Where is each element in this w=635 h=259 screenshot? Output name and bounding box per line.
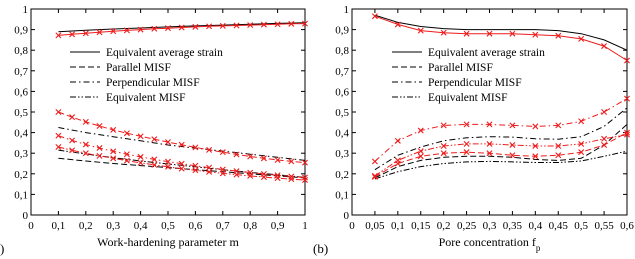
- y-tick-label: 0: [343, 210, 349, 222]
- data-point-marker: [395, 158, 400, 163]
- x-tick-label: 0,8: [243, 220, 258, 232]
- x-tick-label: 0,2: [436, 220, 451, 232]
- y-tick-label: 0,9: [14, 24, 28, 37]
- x-tick-label: 0,6: [620, 220, 634, 232]
- chart-panel-2: [313, 4, 634, 256]
- series-line-parallel-misf: [375, 124, 627, 177]
- legend-label: Parallel MISF: [106, 62, 171, 74]
- y-tick-label: 1: [343, 4, 349, 16]
- y-tick-label: 0,1: [335, 189, 349, 202]
- series-line-equivalent-misf: [375, 151, 627, 179]
- data-point-marker: [56, 109, 61, 114]
- x-tick-label: 0,7: [215, 220, 230, 232]
- y-tick-label: 0,5: [335, 107, 349, 119]
- panel-label: (b): [313, 241, 329, 256]
- y-tick-label: 0,5: [14, 107, 28, 119]
- legend-label: Equivalent average strain: [106, 47, 223, 59]
- legend-label: Parallel MISF: [428, 62, 493, 74]
- y-tick-label: 0,3: [14, 148, 28, 161]
- x-axis-label: Pore concentration $f_p$: [438, 235, 541, 253]
- y-tick-label: 0,8: [335, 45, 349, 58]
- x-tick-label: 0,4: [528, 220, 543, 232]
- x-tick-label: 0,2: [78, 220, 93, 232]
- series-line-7: [375, 99, 627, 162]
- x-tick-label: 0,5: [161, 220, 175, 232]
- data-point-marker: [601, 136, 606, 141]
- x-tick-label: 0,25: [456, 220, 477, 232]
- data-point-marker: [70, 115, 75, 120]
- legend-label: Equivalent MISF: [106, 92, 186, 104]
- y-tick-label: 0,1: [14, 189, 28, 202]
- data-point-marker: [533, 124, 538, 129]
- legend-label: Perpendicular MISF: [428, 77, 522, 89]
- x-tick-label: 0,35: [502, 220, 523, 232]
- y-tick-label: 0,2: [14, 168, 28, 181]
- y-tick-label: 0,7: [335, 65, 349, 78]
- series-line-perpendicular-misf: [375, 108, 627, 170]
- panel-label: ): [0, 241, 5, 256]
- x-tick-label: 0,3: [106, 220, 121, 232]
- x-tick-label: 1: [302, 220, 308, 232]
- series-line-6: [58, 112, 305, 163]
- y-tick-label: 0,4: [14, 127, 28, 140]
- x-tick-label: 0,4: [133, 220, 148, 232]
- y-tick-label: 0,2: [335, 168, 349, 181]
- plot-frame: [31, 9, 305, 215]
- x-axis-label: Work-hardening parameter m: [97, 235, 239, 249]
- data-point-marker: [261, 174, 266, 179]
- legend-label: Perpendicular MISF: [106, 77, 200, 89]
- data-point-marker: [418, 154, 423, 159]
- y-tick-label: 0,3: [335, 148, 349, 161]
- x-tick-label: 0,9: [270, 220, 285, 232]
- data-point-marker: [601, 142, 606, 147]
- x-tick-label: 0,45: [548, 220, 568, 232]
- chart-panel-1: [0, 4, 308, 256]
- x-tick-label: 0,6: [188, 220, 203, 232]
- series-line-8: [375, 135, 627, 176]
- data-point-marker: [83, 119, 88, 124]
- data-point-marker: [372, 159, 377, 164]
- y-tick-label: 0,4: [335, 127, 349, 140]
- data-point-marker: [138, 160, 143, 165]
- data-point-marker: [97, 153, 102, 158]
- legend: [392, 47, 545, 104]
- y-tick-label: 0: [22, 210, 28, 222]
- series-line-perpendicular-misf: [58, 128, 305, 161]
- y-tick-label: 0,6: [14, 86, 28, 99]
- y-tick-label: 1: [22, 4, 28, 16]
- legend-label: Equivalent average strain: [428, 47, 545, 59]
- data-point-marker: [464, 141, 469, 146]
- x-tick-label: 0,05: [365, 220, 385, 232]
- y-tick-label: 0,8: [14, 45, 28, 58]
- y-tick-label: 0,7: [14, 65, 28, 78]
- series-line-equivalent-average-strain: [375, 15, 627, 50]
- x-tick-label: 0: [349, 220, 355, 232]
- x-tick-label: 0: [28, 220, 34, 232]
- data-point-marker: [601, 43, 606, 48]
- data-point-marker: [601, 109, 606, 114]
- x-tick-label: 0,55: [594, 220, 614, 232]
- series-line-6: [375, 133, 627, 177]
- data-point-marker: [395, 138, 400, 143]
- x-tick-label: 0,1: [51, 220, 66, 232]
- x-tick-label: 0,3: [482, 220, 497, 232]
- y-tick-label: 0,9: [335, 24, 349, 37]
- x-tick-label: 0,15: [411, 220, 431, 232]
- legend-label: Equivalent MISF: [428, 92, 508, 104]
- data-point-marker: [56, 133, 61, 138]
- legend: [70, 47, 223, 104]
- data-point-marker: [83, 151, 88, 156]
- data-point-marker: [579, 119, 584, 124]
- x-tick-label: 0,5: [574, 220, 589, 232]
- y-tick-label: 0,6: [335, 86, 349, 99]
- x-tick-label: 0,1: [390, 220, 405, 232]
